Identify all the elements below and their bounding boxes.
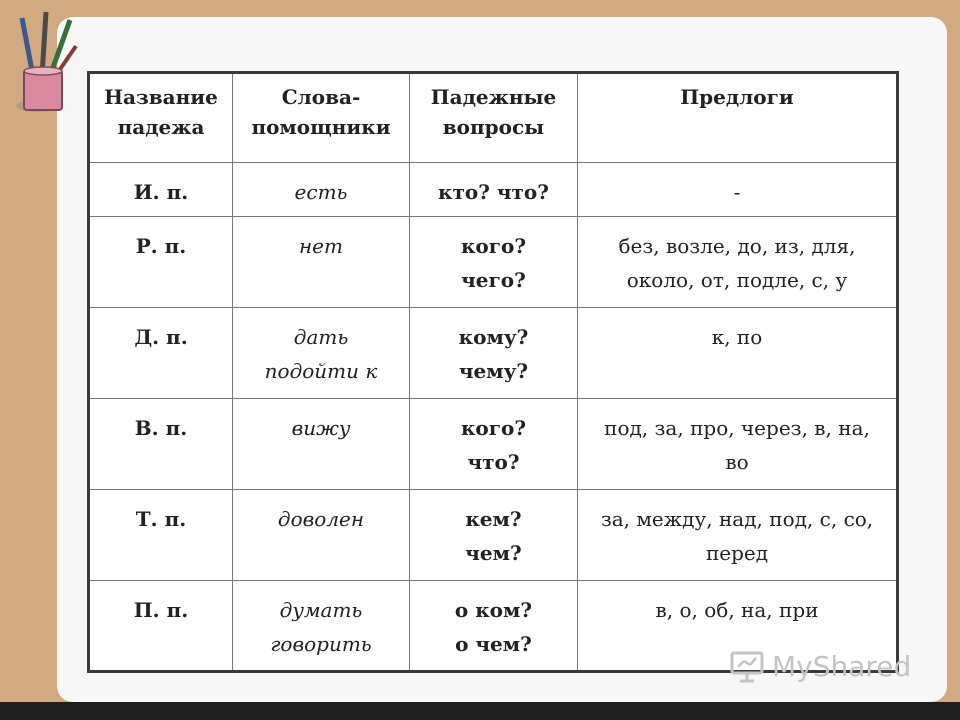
myshared-watermark xyxy=(728,644,928,688)
pencil-cup-icon xyxy=(8,4,78,116)
presentation-board-icon xyxy=(728,647,766,685)
case-name: В. п. xyxy=(89,399,233,490)
case-name: Т. п. xyxy=(89,490,233,581)
bottom-bar xyxy=(0,702,960,720)
table-row xyxy=(89,399,898,490)
watermark-text: MyShared xyxy=(772,649,912,683)
helper-word: нет xyxy=(233,217,410,308)
table-row xyxy=(89,163,898,217)
prepositions-cell: за, между, над, под, с, со, перед xyxy=(578,490,898,581)
case-question: кому? чему? xyxy=(410,308,578,399)
helper-word: есть xyxy=(233,163,410,217)
helper-word: вижу xyxy=(233,399,410,490)
case-question: кто? что? xyxy=(410,163,578,217)
prepositions-cell: под, за, про, через, в, на, во xyxy=(578,399,898,490)
helper-word: доволен xyxy=(233,490,410,581)
helper-word: дать подойти к xyxy=(233,308,410,399)
table-row xyxy=(89,308,898,399)
helper-word: думать говорить xyxy=(233,581,410,672)
header-case-questions: Падежные вопросы xyxy=(410,73,578,163)
prepositions-cell: без, возле, до, из, для, около, от, подле, с, у xyxy=(578,217,898,308)
table-row xyxy=(89,217,898,308)
prepositions-cell: к, по xyxy=(578,308,898,399)
prepositions-cell: - xyxy=(578,163,898,217)
header-helper-words: Слова- помощники xyxy=(233,73,410,163)
header-prepositions: Предлоги xyxy=(578,73,898,163)
case-name: Р. п. xyxy=(89,217,233,308)
table-row xyxy=(89,490,898,581)
case-question: кого? чего? xyxy=(410,217,578,308)
header-row xyxy=(89,73,898,163)
case-name: Д. п. xyxy=(89,308,233,399)
prepositions-cell: в, о, об, на, при xyxy=(578,581,898,672)
case-question: кем? чем? xyxy=(410,490,578,581)
case-name: П. п. xyxy=(89,581,233,672)
case-question: кого? что? xyxy=(410,399,578,490)
case-question: о ком? о чем? xyxy=(410,581,578,672)
header-case-name: Название падежа xyxy=(89,73,233,163)
case-name: И. п. xyxy=(89,163,233,217)
cases-table xyxy=(87,71,899,673)
